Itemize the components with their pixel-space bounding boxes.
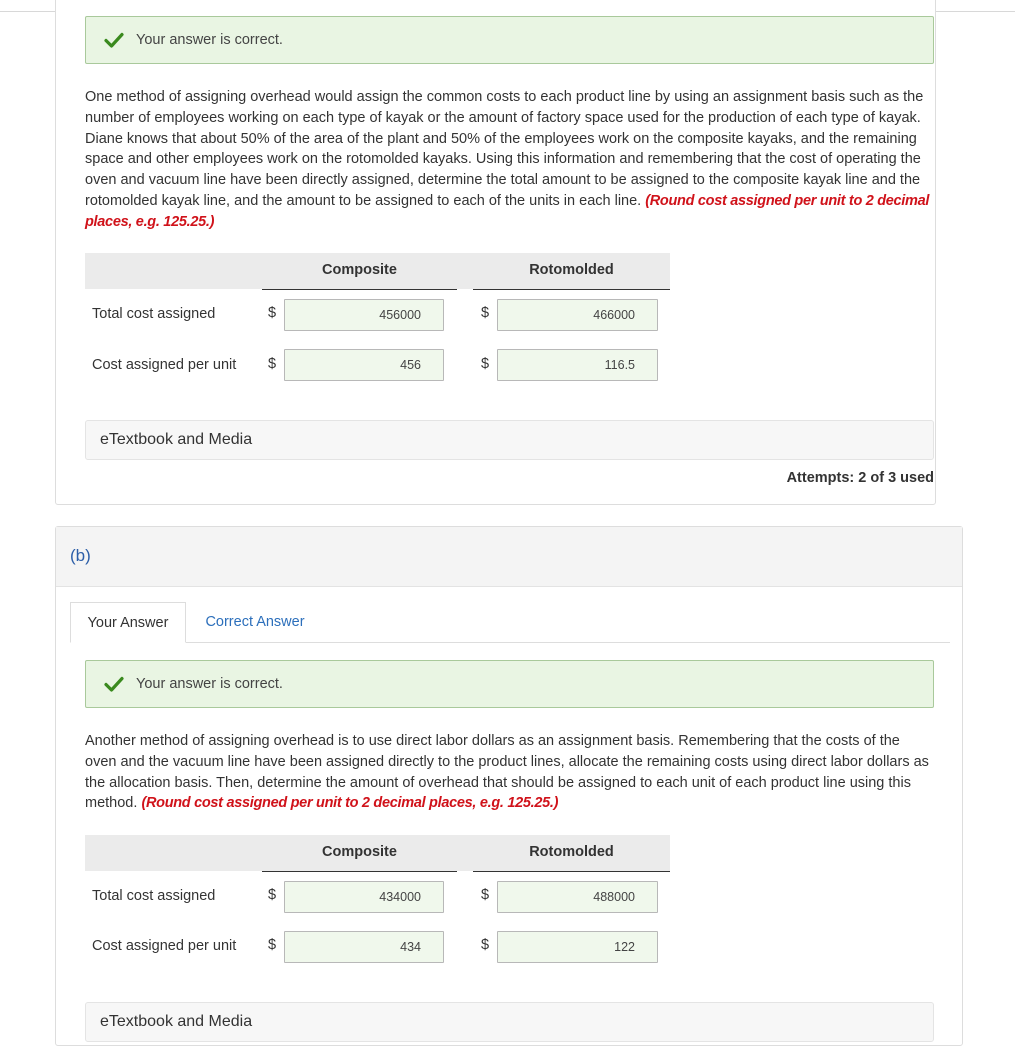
- etextbook-media-link[interactable]: eTextbook and Media: [85, 420, 934, 460]
- composite-total-cost-input[interactable]: 434000: [284, 881, 444, 913]
- column-header-composite: Composite: [322, 844, 397, 860]
- composite-total-cost-input[interactable]: 456000: [284, 299, 444, 331]
- column-underline: [473, 871, 670, 872]
- question-text: Another method of assigning overhead is to use direct labor dollars as an assignment basis. Remembering that the costs of the oven and the vacuum line have been assigned directly to the product lines, allocate the remaining costs using direct labor dollars as the allocation basis. Then, determine the amount of overhead that should be assigned to each unit of each product line using this method. (Round cost assigned per unit to 2 decimal places, e.g. 125.25.): [85, 733, 929, 812]
- rotomolded-cost-per-unit-input[interactable]: 122: [497, 931, 658, 963]
- checkmark-icon: [104, 674, 124, 694]
- composite-cost-per-unit-input[interactable]: 434: [284, 931, 444, 963]
- correct-feedback-banner: [85, 660, 934, 708]
- currency-symbol: $: [268, 937, 277, 953]
- feedback-text: Your answer is correct.: [136, 676, 283, 692]
- column-header-composite: Composite: [322, 262, 397, 278]
- currency-symbol: $: [481, 356, 490, 372]
- feedback-text: Your answer is correct.: [136, 32, 283, 48]
- row-label-cost-per-unit: Cost assigned per unit: [92, 357, 237, 373]
- part-label: (b): [70, 546, 91, 565]
- attempts-counter: Attempts: 2 of 3 used: [786, 470, 934, 486]
- composite-cost-per-unit-input[interactable]: 456: [284, 349, 444, 381]
- rounding-instruction: (Round cost assigned per unit to 2 decimal places, e.g. 125.25.): [85, 192, 930, 230]
- row-label-total-cost: Total cost assigned: [92, 888, 216, 904]
- column-header-rotomolded: Rotomolded: [529, 262, 614, 278]
- row-label-cost-per-unit: Cost assigned per unit: [92, 938, 237, 954]
- tab-your-answer[interactable]: Your Answer: [70, 602, 186, 643]
- currency-symbol: $: [481, 305, 490, 321]
- etextbook-media-link[interactable]: eTextbook and Media: [85, 1002, 934, 1042]
- currency-symbol: $: [481, 937, 490, 953]
- rotomolded-total-cost-input[interactable]: 466000: [497, 299, 658, 331]
- currency-symbol: $: [268, 356, 277, 372]
- part-b-header: [56, 527, 962, 587]
- column-header-rotomolded: Rotomolded: [529, 844, 614, 860]
- question-text: One method of assigning overhead would assign the common costs to each product line by using an assignment basis such as the number of employees working on each type of kayak or the amount of factory space used for the production of each type of kayak. Diane knows that about 50% of the area of the plant and 50% of the employees work on the composite kayaks, and the remaining space and other employees work on the rotomolded kayaks. Using this information and remembering that the cost of operating the oven and vacuum line have been directly assigned, determine the total amount to be assigned to the composite kayak line and the rotomolded kayak line, and the amount to be assigned to each of the units in each line. (Round cost assigned per unit to 2 decimal places, e.g. 125.25.): [85, 89, 930, 230]
- column-underline: [473, 289, 670, 290]
- rotomolded-total-cost-input[interactable]: 488000: [497, 881, 658, 913]
- checkmark-icon: [104, 30, 124, 50]
- rotomolded-cost-per-unit-input[interactable]: 116.5: [497, 349, 658, 381]
- currency-symbol: $: [268, 305, 277, 321]
- column-underline: [262, 871, 457, 872]
- rounding-instruction: (Round cost assigned per unit to 2 decimal places, e.g. 125.25.): [141, 795, 559, 812]
- row-label-total-cost: Total cost assigned: [92, 306, 216, 322]
- currency-symbol: $: [481, 887, 490, 903]
- tab-correct-answer[interactable]: Correct Answer: [205, 614, 305, 630]
- correct-feedback-banner: [85, 16, 934, 64]
- currency-symbol: $: [268, 887, 277, 903]
- column-underline: [262, 289, 457, 290]
